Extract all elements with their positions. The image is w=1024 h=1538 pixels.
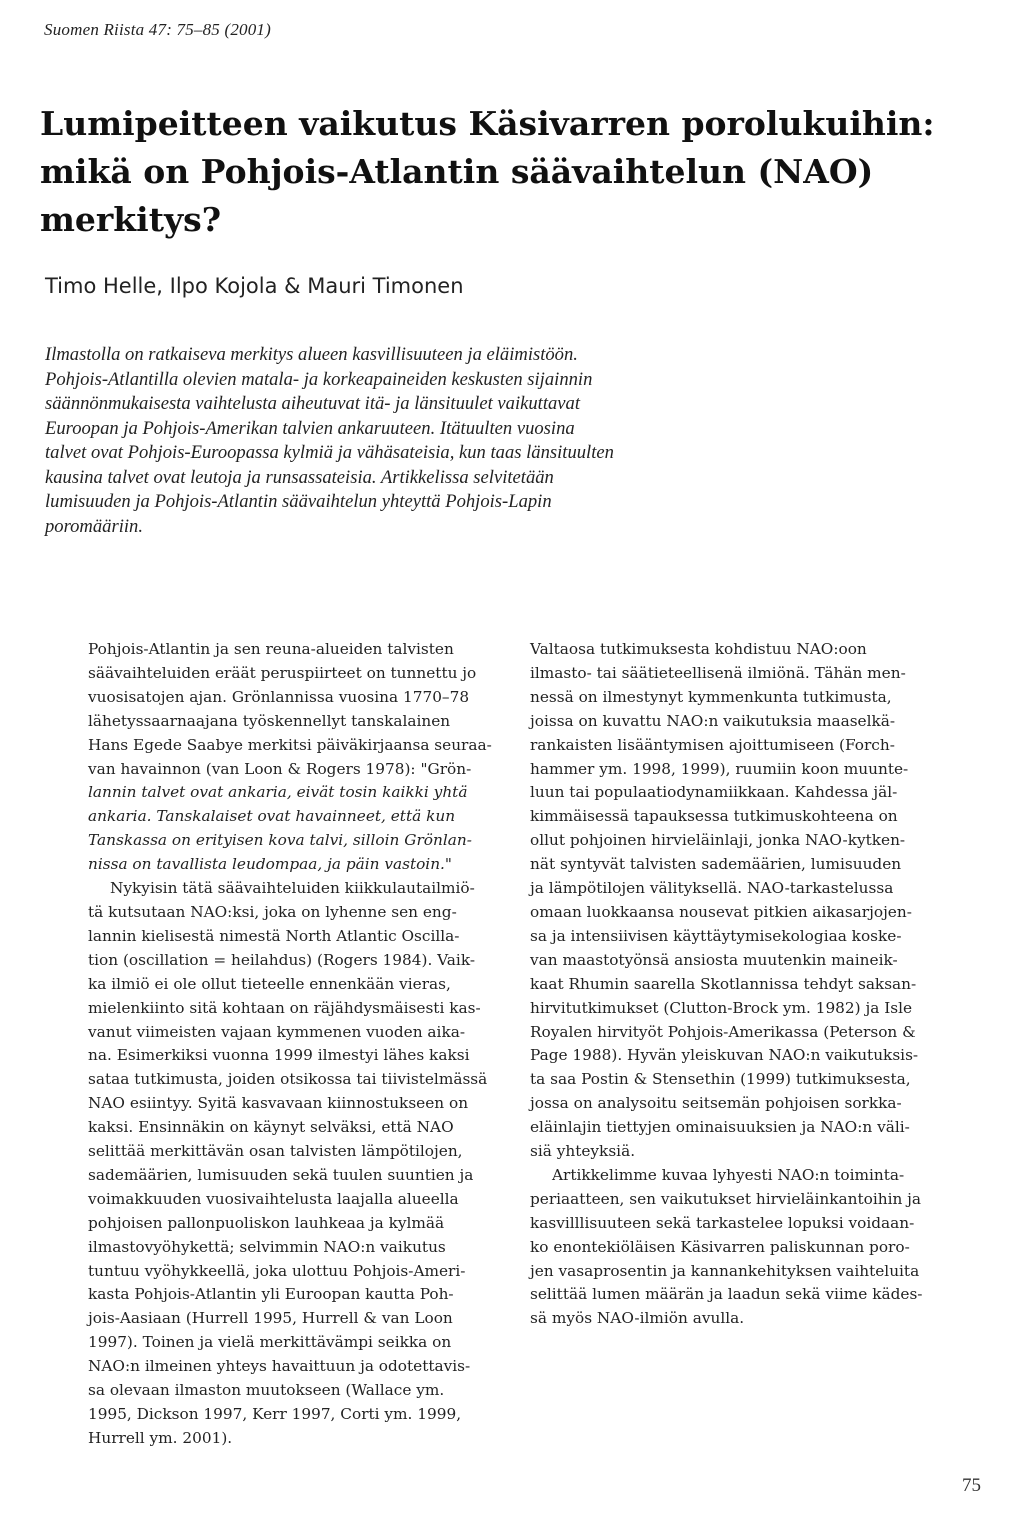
body-line: omaan luokkaansa nousevat pitkien aikasarjojen- <box>530 902 912 921</box>
body-line: selittää lumen määrän ja laadun sekä viime kädes- <box>530 1285 923 1304</box>
journal-reference: Suomen Riista 47: 75–85 (2001) <box>44 20 271 39</box>
body-line: lähetyssaarnaajana työskennellyt tanskalainen <box>88 711 451 730</box>
title-line: merkitys? <box>40 200 222 239</box>
body-line: ankaria. Tanskalaiset ovat havainneet, että kun <box>88 807 456 826</box>
body-line: nessä on ilmestynyt kymmenkunta tutkimusta, <box>530 687 892 706</box>
title-line: mikä on Pohjois-Atlantin säävaihtelun (NAO) <box>40 152 874 191</box>
abstract-line: lumisuuden ja Pohjois-Atlantin säävaihtelun yhteyttä Pohjois-Lapin <box>45 491 552 512</box>
body-line: ilmastovyöhykettä; selvimmin NAO:n vaikutus <box>88 1237 446 1256</box>
body-line: vanut viimeisten vajaan kymmenen vuoden aika- <box>88 1022 465 1041</box>
body-line: periaatteen, sen vaikutukset hirvieläinkantoihin ja <box>530 1189 922 1208</box>
body-line: mielenkiinto sitä kohtaan on räjähdysmäisesti kas- <box>88 998 481 1017</box>
body-line: kimmäisessä tapauksessa tutkimuskohteena on <box>530 807 898 826</box>
abstract-line: Pohjois-Atlantilla olevien matala- ja korkeapaineiden keskusten sijainnin <box>45 368 593 390</box>
body-line: NAO esiintyy. Syitä kasvavaan kiinnostukseen on <box>88 1094 469 1113</box>
body-line: pohjoisen pallonpuoliskon lauhkeaa ja kylmää <box>88 1213 445 1232</box>
body-line: joissa on kuvattu NAO:n vaikutuksia maaselkä- <box>530 711 896 730</box>
body-line: ollut pohjoinen hirvieläinlaji, jonka NAO-kytken- <box>530 831 906 850</box>
body-line: nissa on tavallista leudompaa, ja päin vastoin." <box>88 855 452 874</box>
page-number: 75 <box>962 1475 981 1496</box>
body-line: van havainnon (van Loon & Rogers 1978): "Grön- <box>88 759 472 778</box>
body-line: jen vasaprosentin ja kannankehityksen vaihteluita <box>530 1261 920 1280</box>
body-line: Tanskassa on erityisen kova talvi, silloin Grönlan- <box>88 831 472 850</box>
body-line: Page 1988). Hyvän yleiskuvan NAO:n vaikutuksis- <box>530 1046 919 1065</box>
body-line: kaksi. Ensinnäkin on käynyt selväksi, että NAO <box>88 1118 454 1137</box>
body-line: rankaisten lisääntymisen ajoittumiseen (Forch- <box>530 735 895 754</box>
body-line: hirvitutkimukset (Clutton-Brock ym. 1982) ja Isle <box>530 998 913 1017</box>
body-line: 1997). Toinen ja vielä merkittävämpi seikka on <box>88 1333 452 1352</box>
body-line: nät syntyvät talvisten sademäärien, lumisuuden <box>530 855 902 874</box>
body-line: NAO:n ilmeinen yhteys havaittuun ja odotettavis- <box>88 1357 471 1376</box>
body-line: jois-Aasiaan (Hurrell 1995, Hurrell & van Loon <box>88 1309 453 1328</box>
body-line: Hurrell ym. 2001). <box>88 1428 233 1447</box>
body-line: Nykyisin tätä säävaihteluiden kiikkulautailmiö- <box>110 879 475 898</box>
body-line: tion (oscillation = heilahdus) (Rogers 1984). Vaik- <box>88 950 475 969</box>
body-line: säävaihteluiden eräät peruspiirteet on tunnettu jo <box>88 663 477 682</box>
abstract-line: poromääriin. <box>45 515 143 537</box>
body-line: siä yhteyksiä. <box>530 1142 636 1161</box>
body-line: sä myös NAO-ilmiön avulla. <box>530 1309 745 1328</box>
body-line: hammer ym. 1998, 1999), ruumiin koon muunte- <box>530 759 909 778</box>
body-line: ilmasto- tai säätieteellisenä ilmiönä. Tähän men- <box>530 663 906 682</box>
body-line: sademäärien, lumisuuden sekä tuulen suuntien ja <box>88 1165 474 1184</box>
body-line: lannin talvet ovat ankaria, eivät tosin kaikki yhtä <box>88 783 468 802</box>
body-line: kaat Rhumin saarella Skotlannissa tehdyt saksan- <box>530 974 917 993</box>
title-line: Lumipeitteen vaikutus Käsivarren porolukuihin: <box>40 104 935 143</box>
body-line: sataa tutkimusta, joiden otsikossa tai tiivistelmässä <box>88 1070 488 1089</box>
body-line: Hans Egede Saabye merkitsi päiväkirjaansa seuraa- <box>88 735 492 754</box>
body-line: selittää merkittävän osan talvisten lämpötilojen, <box>88 1142 463 1161</box>
body-line: ta saa Postin & Stensethin (1999) tutkimuksesta, <box>530 1070 911 1089</box>
body-line: eläinlajin tiettyjen ominaisuuksien ja NAO:n väli- <box>530 1118 910 1137</box>
body-line: Artikkelimme kuvaa lyhyesti NAO:n toiminta- <box>552 1165 905 1184</box>
body-line: Pohjois-Atlantin ja sen reuna-alueiden talvisten <box>88 640 454 658</box>
body-line: luun tai populaatiodynamiikkaan. Kahdessa jäl- <box>530 783 898 802</box>
body-line: Royalen hirvityöt Pohjois-Amerikassa (Peterson & <box>530 1022 916 1041</box>
body-line: sa olevaan ilmaston muutokseen (Wallace ym. <box>88 1381 445 1400</box>
body-line: van maastotyönsä ansiosta muutenkin maineik- <box>530 950 898 969</box>
abstract <box>45 343 765 539</box>
body-line: lannin kielisestä nimestä North Atlantic Oscilla- <box>88 926 460 945</box>
abstract-line: kausina talvet ovat leutoja ja runsassateisia. Artikkelissa selvitetään <box>45 466 554 488</box>
body-line: sa ja intensiivisen käyttäytymisekologiaa koske- <box>530 926 902 945</box>
body-line: tuntuu vyöhykkeellä, joka ulottuu Pohjois-Ameri- <box>88 1261 466 1280</box>
body-line: jossa on analysoitu seitsemän pohjoisen sorkka- <box>530 1094 902 1113</box>
abstract-line: talvet ovat Pohjois-Euroopassa kylmiä ja vähäsateisia, kun taas länsituulten <box>45 442 614 463</box>
body-line: ja lämpötilojen välityksellä. NAO-tarkastelussa <box>530 879 894 898</box>
abstract-line: säännönmukaisesta vaihtelusta aiheutuvat itä- ja länsituulet vaikuttavat <box>45 393 581 414</box>
body-line: 1995, Dickson 1997, Kerr 1997, Corti ym. 1999, <box>88 1405 462 1423</box>
body-line: Valtaosa tutkimuksesta kohdistuu NAO:oon <box>530 640 867 658</box>
body-line: tä kutsutaan NAO:ksi, joka on lyhenne sen eng- <box>88 902 457 921</box>
abstract-line: Ilmastolla on ratkaiseva merkitys alueen kasvillisuuteen ja eläimistöön. <box>45 344 578 365</box>
body-line: ko enontekiöläisen Käsivarren paliskunnan poro- <box>530 1237 910 1256</box>
body-line: kasvilllisuuteen sekä tarkastelee lopuksi voidaan- <box>530 1213 915 1232</box>
abstract-line: Euroopan ja Pohjois-Amerikan talvien ankaruuteen. Itätuulten vuosina <box>45 417 575 439</box>
body-line: kasta Pohjois-Atlantin yli Euroopan kautta Poh- <box>88 1285 454 1304</box>
body-column-left <box>88 638 514 1451</box>
body-line: vuosisatojen ajan. Grönlannissa vuosina 1770–78 <box>88 687 470 706</box>
body-line: na. Esimerkiksi vuonna 1999 ilmestyi lähes kaksi <box>88 1046 470 1065</box>
body-line: ka ilmiö ei ole ollut tieteelle ennenkään vieras, <box>88 974 451 993</box>
body-column-right <box>530 638 985 1331</box>
article-title <box>40 100 1000 244</box>
body-line: voimakkuuden vuosivaihtelusta laajalla alueella <box>88 1189 459 1208</box>
author-list: Timo Helle, Ilpo Kojola & Mauri Timonen <box>45 274 464 298</box>
